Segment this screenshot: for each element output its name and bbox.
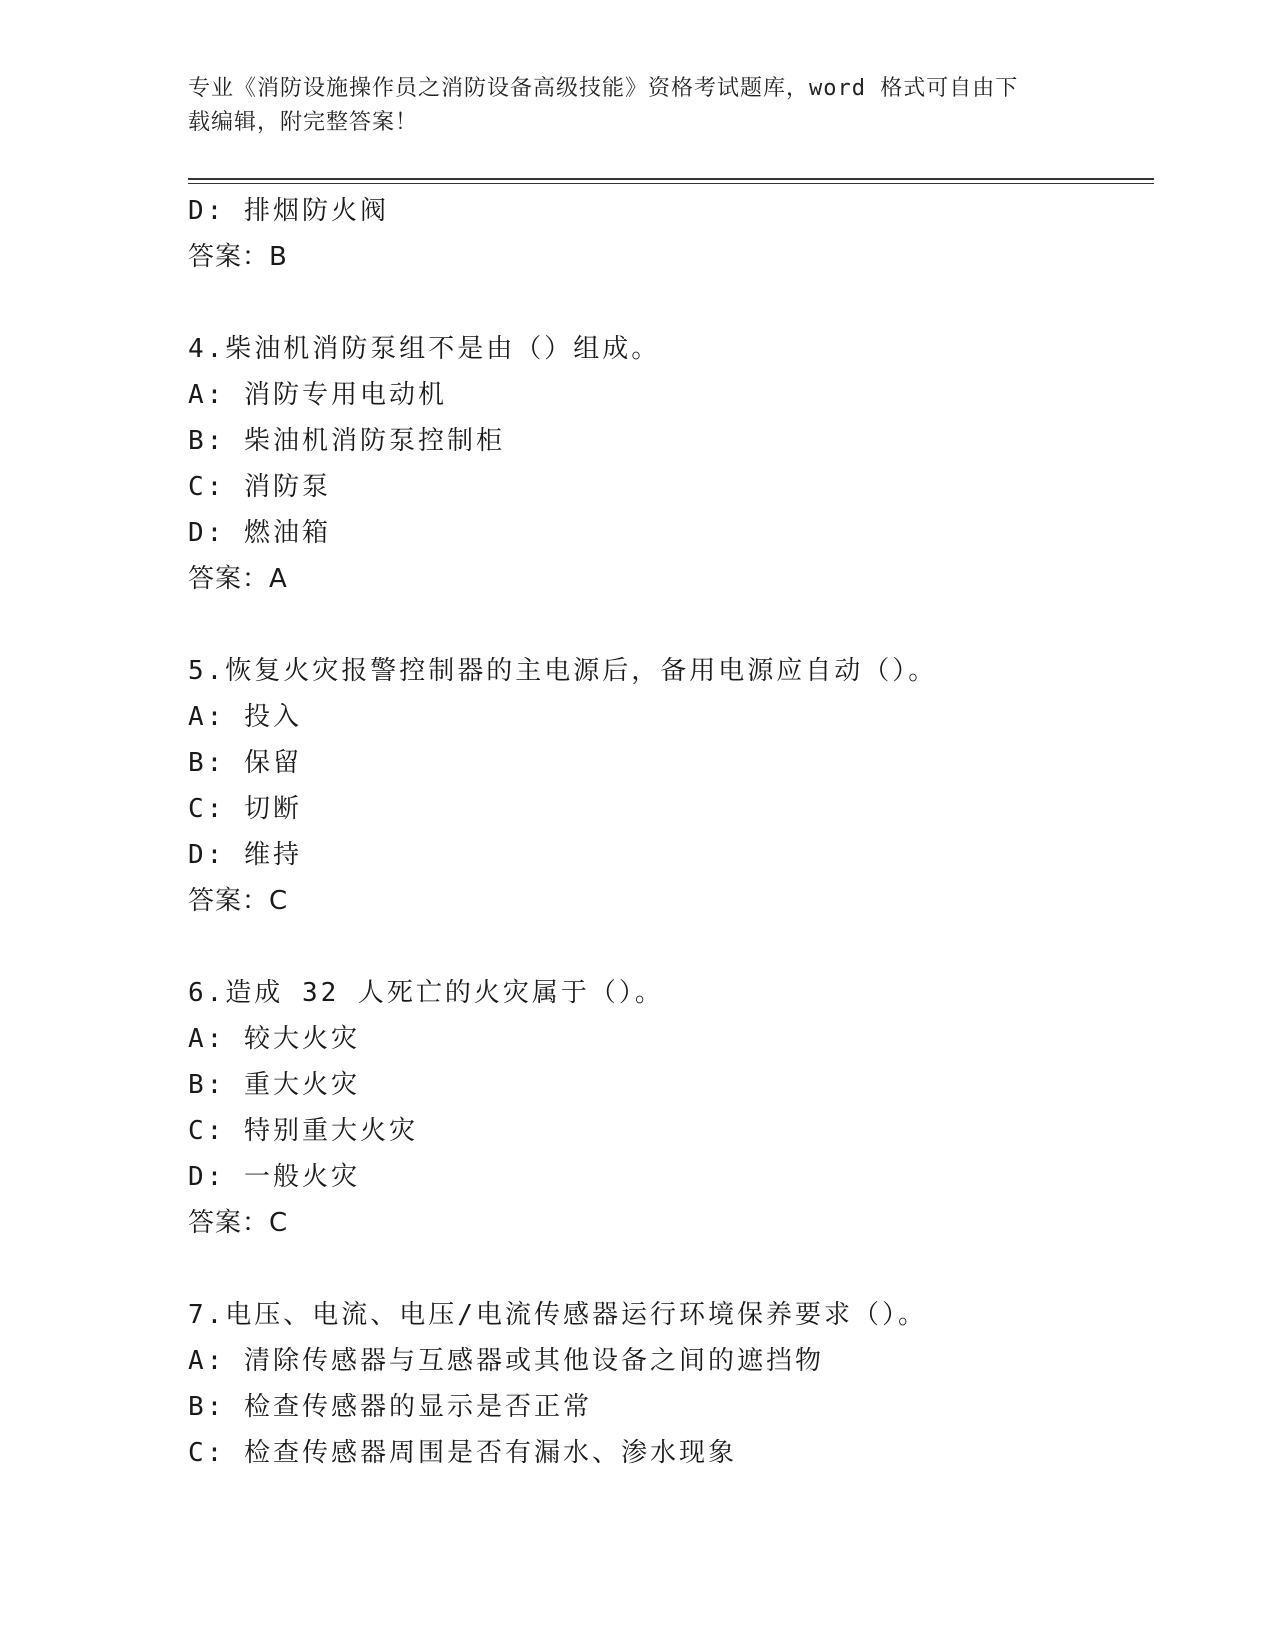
question-stem: 7.电压、电流、电压/电流传感器运行环境保养要求（）。 xyxy=(188,1300,927,1330)
header-line-2: 载编辑，附完整答案！ xyxy=(188,110,419,135)
answer-line: 答案：C xyxy=(188,1208,289,1238)
option-d: D: 排烟防火阀 xyxy=(188,196,389,226)
question-stem: 4.柴油机消防泵组不是由（）组成。 xyxy=(188,334,661,364)
option-d: D: 燃油箱 xyxy=(188,518,331,548)
option-b: B: 重大火灾 xyxy=(188,1070,360,1100)
question-5 xyxy=(188,648,1148,924)
header-divider-thin xyxy=(188,183,1154,184)
answer-line: 答案：C xyxy=(188,886,289,916)
option-a: A: 清除传感器与互感器或其他设备之间的遮挡物 xyxy=(188,1346,824,1376)
question-4 xyxy=(188,326,1148,602)
spacer xyxy=(188,1246,1148,1292)
spacer xyxy=(188,924,1148,970)
header-divider-thick xyxy=(188,178,1154,180)
option-a: A: 投入 xyxy=(188,702,302,732)
option-a: A: 消防专用电动机 xyxy=(188,380,447,410)
answer-line: 答案：A xyxy=(188,564,288,594)
question-7 xyxy=(188,1292,1148,1476)
question-list xyxy=(188,188,1148,1476)
question-stem: 6.造成 32 人死亡的火灾属于（）。 xyxy=(188,978,664,1008)
option-b: B: 检查传感器的显示是否正常 xyxy=(188,1392,592,1422)
question-stem: 5.恢复火灾报警控制器的主电源后，备用电源应自动（）。 xyxy=(188,656,938,686)
option-c: C: 特别重大火灾 xyxy=(188,1116,418,1146)
question-6 xyxy=(188,970,1148,1246)
spacer xyxy=(188,602,1148,648)
answer-line: 答案：B xyxy=(188,242,288,272)
question-3-tail xyxy=(188,188,1148,280)
spacer xyxy=(188,280,1148,326)
option-c: C: 检查传感器周围是否有漏水、渗水现象 xyxy=(188,1438,737,1468)
option-d: D: 维持 xyxy=(188,840,302,870)
option-c: C: 消防泵 xyxy=(188,472,331,502)
option-d: D: 一般火灾 xyxy=(188,1162,360,1192)
header-line-1: 专业《消防设施操作员之消防设备高级技能》资格考试题库，word 格式可自由下 xyxy=(188,76,1019,101)
option-b: B: 柴油机消防泵控制柜 xyxy=(188,426,505,456)
option-c: C: 切断 xyxy=(188,794,302,824)
option-a: A: 较大火灾 xyxy=(188,1024,360,1054)
document-header xyxy=(188,72,1088,140)
option-b: B: 保留 xyxy=(188,748,302,778)
